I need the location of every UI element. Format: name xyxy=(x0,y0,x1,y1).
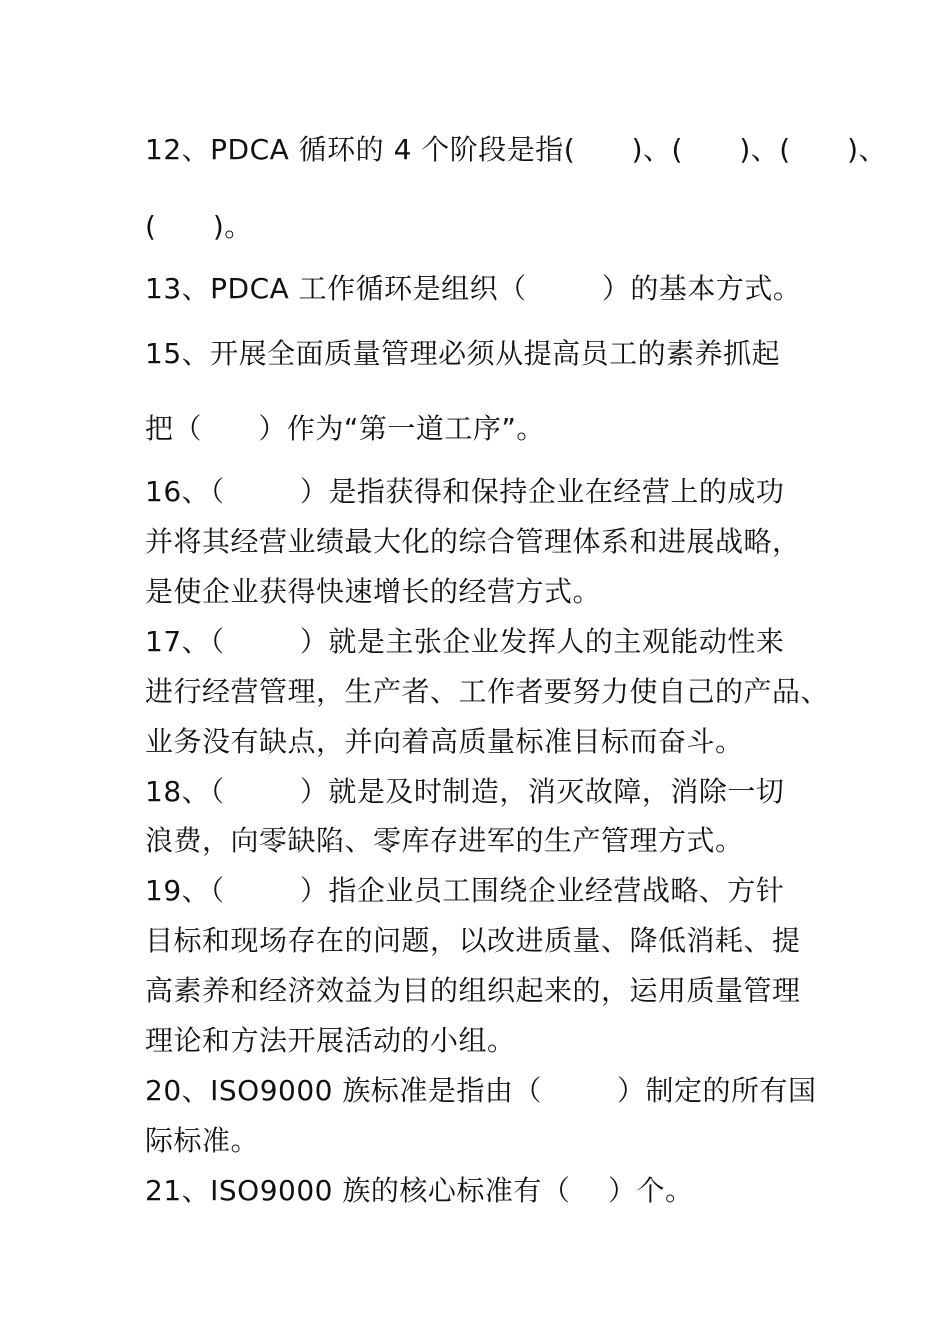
question-16-line-3: 是使企业获得快速增长的经营方式。 xyxy=(145,575,602,608)
question-19-line-4: 理论和方法开展活动的小组。 xyxy=(145,1024,516,1057)
question-16-line-2: 并将其经营业绩最大化的综合管理体系和进展战略， xyxy=(145,525,801,558)
question-20-line-1: 20、ISO9000 族标准是指由（ ）制定的所有国 xyxy=(145,1074,817,1107)
question-15-line-2: 把（ ）作为“第一道工序”。 xyxy=(145,412,545,445)
question-18-line-1: 18、（ ）就是及时制造，消灭故障，消除一切 xyxy=(145,775,785,808)
question-15-line-1: 15、开展全面质量管理必须从提高员工的素养抓起 xyxy=(145,337,781,370)
question-17-line-1: 17、（ ）就是主张企业发挥人的主观能动性来 xyxy=(145,625,785,658)
question-20-line-2: 际标准。 xyxy=(145,1124,260,1157)
question-19-line-2: 目标和现场存在的问题，以改进质量、降低消耗、提 xyxy=(145,924,801,957)
question-19-line-1: 19、（ ）指企业员工围绕企业经营战略、方针 xyxy=(145,874,785,907)
question-17-line-2: 进行经营管理，生产者、工作者要努力使自己的产品、 xyxy=(145,675,830,708)
question-16-line-1: 16、（ ）是指获得和保持企业在经营上的成功 xyxy=(145,475,785,508)
question-12-line-2: ( )。 xyxy=(145,210,253,243)
question-13: 13、PDCA 工作循环是组织（ ）的基本方式。 xyxy=(145,272,802,305)
question-12-line-1: 12、PDCA 循环的 4 个阶段是指( )、( )、( )、 xyxy=(145,133,888,166)
question-19-line-3: 高素养和经济效益为目的组织起来的，运用质量管理 xyxy=(145,974,801,1007)
question-17-line-3: 业务没有缺点，并向着高质量标准目标而奋斗。 xyxy=(145,725,744,758)
question-21: 21、ISO9000 族的核心标准有（ ）个。 xyxy=(145,1174,694,1207)
question-18-line-2: 浪费，向零缺陷、零库存进军的生产管理方式。 xyxy=(145,824,744,857)
